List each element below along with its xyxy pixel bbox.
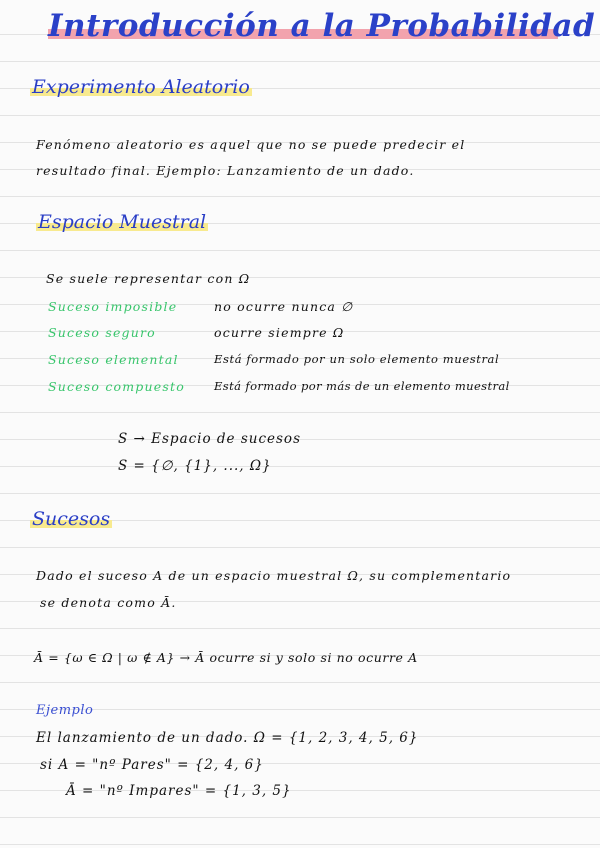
heading-experimento-aleatorio: Experimento Aleatorio bbox=[32, 76, 250, 98]
ejemplo-line-3: Ā = "nº Impares" = {1, 3, 5} bbox=[66, 783, 292, 799]
espacio-sucesos-set: S = {∅, {1}, ..., Ω} bbox=[118, 458, 272, 474]
ejemplo-line-2: si A = "nº Pares" = {2, 4, 6} bbox=[40, 757, 264, 773]
espacio-intro: Se suele representar con Ω bbox=[46, 271, 251, 286]
espacio-sucesos-def: S → Espacio de sucesos bbox=[118, 431, 301, 447]
experimento-line-1: Fenómeno aleatorio es aquel que no se puede predecir el bbox=[36, 137, 466, 152]
ejemplo-line-1: El lanzamiento de un dado. Ω = {1, 2, 3, 4, 5, 6} bbox=[36, 730, 419, 746]
page-title: Introducción a la Probabilidad bbox=[48, 8, 596, 44]
ejemplo-heading: Ejemplo bbox=[36, 703, 94, 718]
heading-sucesos: Sucesos bbox=[32, 508, 111, 530]
heading-espacio-muestral: Espacio Muestral bbox=[38, 211, 207, 233]
term-suceso-imposible: Suceso imposible bbox=[48, 299, 178, 314]
term-suceso-seguro: Suceso seguro bbox=[48, 325, 156, 340]
experimento-line-2: resultado final. Ejemplo: Lanzamiento de un dado. bbox=[36, 163, 415, 178]
desc-suceso-imposible: no ocurre nunca ∅ bbox=[214, 299, 354, 314]
term-suceso-compuesto: Suceso compuesto bbox=[48, 379, 185, 394]
complementario-formula: Ā = {ω ∈ Ω | ω ∉ A} → Ā ocurre si y solo si no ocurre A bbox=[34, 650, 418, 665]
sucesos-line-2: se denota como Ā. bbox=[40, 595, 177, 610]
desc-suceso-seguro: ocurre siempre Ω bbox=[214, 325, 345, 340]
sucesos-line-1: Dado el suceso A de un espacio muestral Ω, su complementario bbox=[36, 568, 512, 583]
desc-suceso-elemental: Está formado por un solo elemento muestral bbox=[214, 352, 500, 366]
term-suceso-elemental: Suceso elemental bbox=[48, 352, 179, 367]
desc-suceso-compuesto: Está formado por más de un elemento muestral bbox=[214, 379, 510, 393]
